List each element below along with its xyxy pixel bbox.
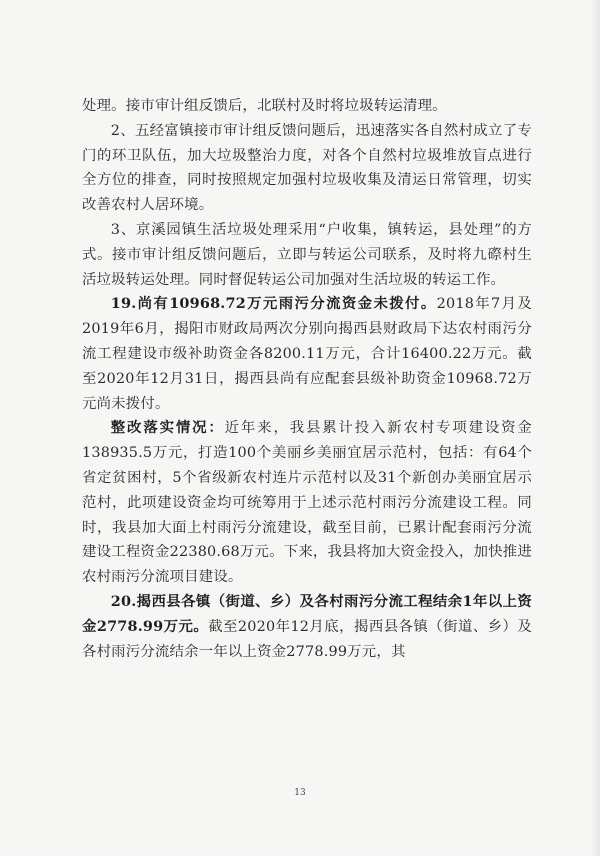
paragraph-2-text: 2、五经富镇接市审计组反馈问题后，迅速落实各自然村成立了专门的环卫队伍，加大垃圾整治力度，对各个自然村垃圾堆放盲点进行全方位的排查，同时按照规定加强村垃圾收集及清运日常管理，切实改善农村人居环境。 bbox=[82, 122, 532, 214]
document-body bbox=[82, 94, 532, 664]
paragraph-3 bbox=[82, 218, 532, 292]
paragraph-6 bbox=[82, 590, 532, 664]
paragraph-1 bbox=[82, 94, 532, 119]
paragraph-5-text: 近年来，我县累计投入新农村专项建设资金138935.5万元，打造100个美丽乡美丽宜居示范村，包括：有64个省定贫困村，5个省级新农村连片示范村以及31个新创办美丽宜居示范村，此项建设资金均可统筹用于上述示范村雨污分流建设工程。同时，我县加大面上村雨污分流建设，截至目前，已累计配套雨污分流建设工程资金22380.68万元。下来，我县将加大资金投入，加快推进农村雨污分流项目建设。 bbox=[82, 420, 532, 586]
paragraph-4-lead: 19.尚有10968.72万元雨污分流资金未拨付。 bbox=[110, 295, 437, 313]
paragraph-6-text: 截至2020年12月底，揭西县各镇（街道、乡）及各村雨污分流结余一年以上资金2778.99万元，其 bbox=[82, 618, 532, 660]
paragraph-3-text: 3、京溪园镇生活垃圾处理采用“户收集，镇转运，县处理”的方式。接市审计组反馈问题后，立即与转运公司联系，及时将九磜村生活垃圾转运处理。同时督促转运公司加强对生活垃圾的转运工作。 bbox=[82, 221, 532, 288]
paragraph-5 bbox=[82, 416, 532, 590]
paragraph-2 bbox=[82, 119, 532, 218]
paragraph-4 bbox=[82, 292, 532, 416]
paragraph-6-lead: 20.揭西县各镇（街道、乡）及各村雨污分流工程结余1年以上资金2778.99万元。 bbox=[82, 592, 532, 635]
paragraph-4-text: 2018年7月及2019年6月，揭阳市财政局两次分别向揭西县财政局下达农村雨污分流工程建设市级补助资金各8200.11万元，合计16400.22万元。截至2020年12月31日，揭西县尚有应配套县级补助资金10968.72万元尚未拨付。 bbox=[82, 296, 532, 412]
paragraph-5-lead: 整改落实情况： bbox=[110, 419, 225, 437]
page-number: 13 bbox=[294, 788, 306, 798]
paragraph-1-text: 处理。接市审计组反馈后，北联村及时将垃圾转运清理。 bbox=[82, 98, 447, 114]
